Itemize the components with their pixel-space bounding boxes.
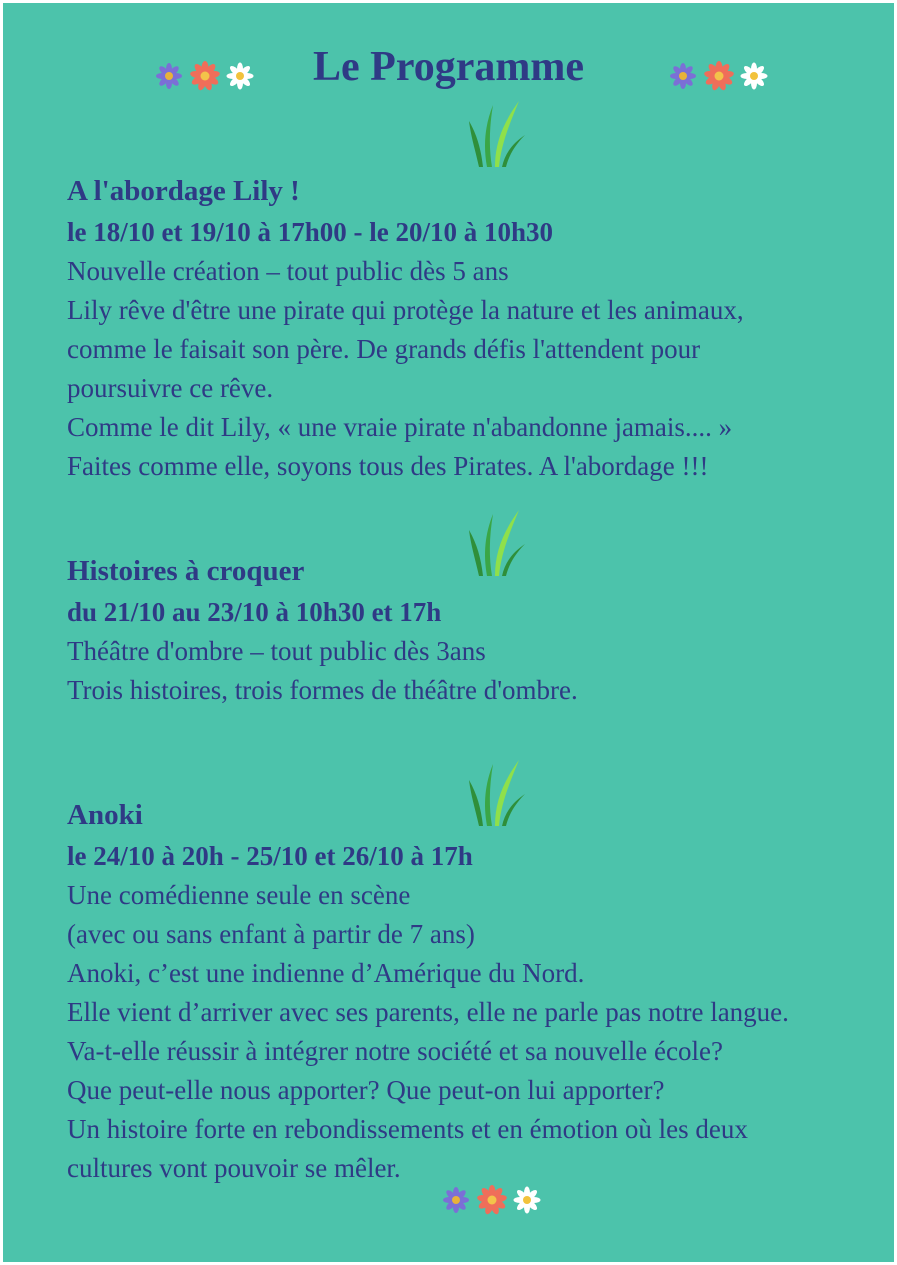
section-line: poursuivre ce rêve. — [67, 373, 274, 403]
section-line: Théâtre d'ombre – tout public dès 3ans — [67, 636, 486, 666]
section-line: Va-t-elle réussir à intégrer notre société et sa nouvelle école? — [67, 1036, 723, 1066]
section-title: Anoki — [67, 799, 143, 831]
section-line: Lily rêve d'être une pirate qui protège la nature et les animaux, — [67, 295, 744, 325]
section-line: Un histoire forte en rebondissements et en émotion où les deux — [67, 1114, 748, 1144]
grass-icon — [469, 99, 529, 169]
flowers-icon — [668, 61, 778, 91]
section-line: Nouvelle création – tout public dès 5 ans — [67, 256, 509, 286]
section-histoires-a-croquer — [67, 551, 887, 710]
program-page — [3, 3, 894, 1262]
section-anoki — [67, 795, 887, 1188]
section-line: comme le faisait son père. De grands défis l'attendent pour — [67, 334, 701, 364]
section-line: Trois histoires, trois formes de théâtre d'ombre. — [67, 675, 578, 705]
section-line: Faites comme elle, soyons tous des Pirates. A l'abordage !!! — [67, 451, 709, 481]
section-title: Histoires à croquer — [67, 555, 305, 587]
section-line: Comme le dit Lily, « une vraie pirate n'abandonne jamais.... » — [67, 412, 733, 442]
section-abordage-lily — [67, 171, 887, 486]
section-dates: du 21/10 au 23/10 à 10h30 et 17h — [67, 597, 442, 627]
section-title: A l'abordage Lily ! — [67, 175, 300, 207]
flowers-icon — [441, 1185, 551, 1215]
section-dates: le 18/10 et 19/10 à 17h00 - le 20/10 à 10h30 — [67, 217, 553, 247]
section-dates: le 24/10 à 20h - 25/10 et 26/10 à 17h — [67, 841, 473, 871]
section-line: Elle vient d’arriver avec ses parents, elle ne parle pas notre langue. — [67, 997, 789, 1027]
section-line: Que peut-elle nous apporter? Que peut-on lui apporter? — [67, 1075, 665, 1105]
page-title: Le Programme — [313, 44, 584, 90]
section-line: Anoki, c’est une indienne d’Amérique du Nord. — [67, 958, 585, 988]
section-line: (avec ou sans enfant à partir de 7 ans) — [67, 919, 475, 949]
section-line: cultures vont pouvoir se mêler. — [67, 1153, 401, 1183]
section-line: Une comédienne seule en scène — [67, 880, 411, 910]
